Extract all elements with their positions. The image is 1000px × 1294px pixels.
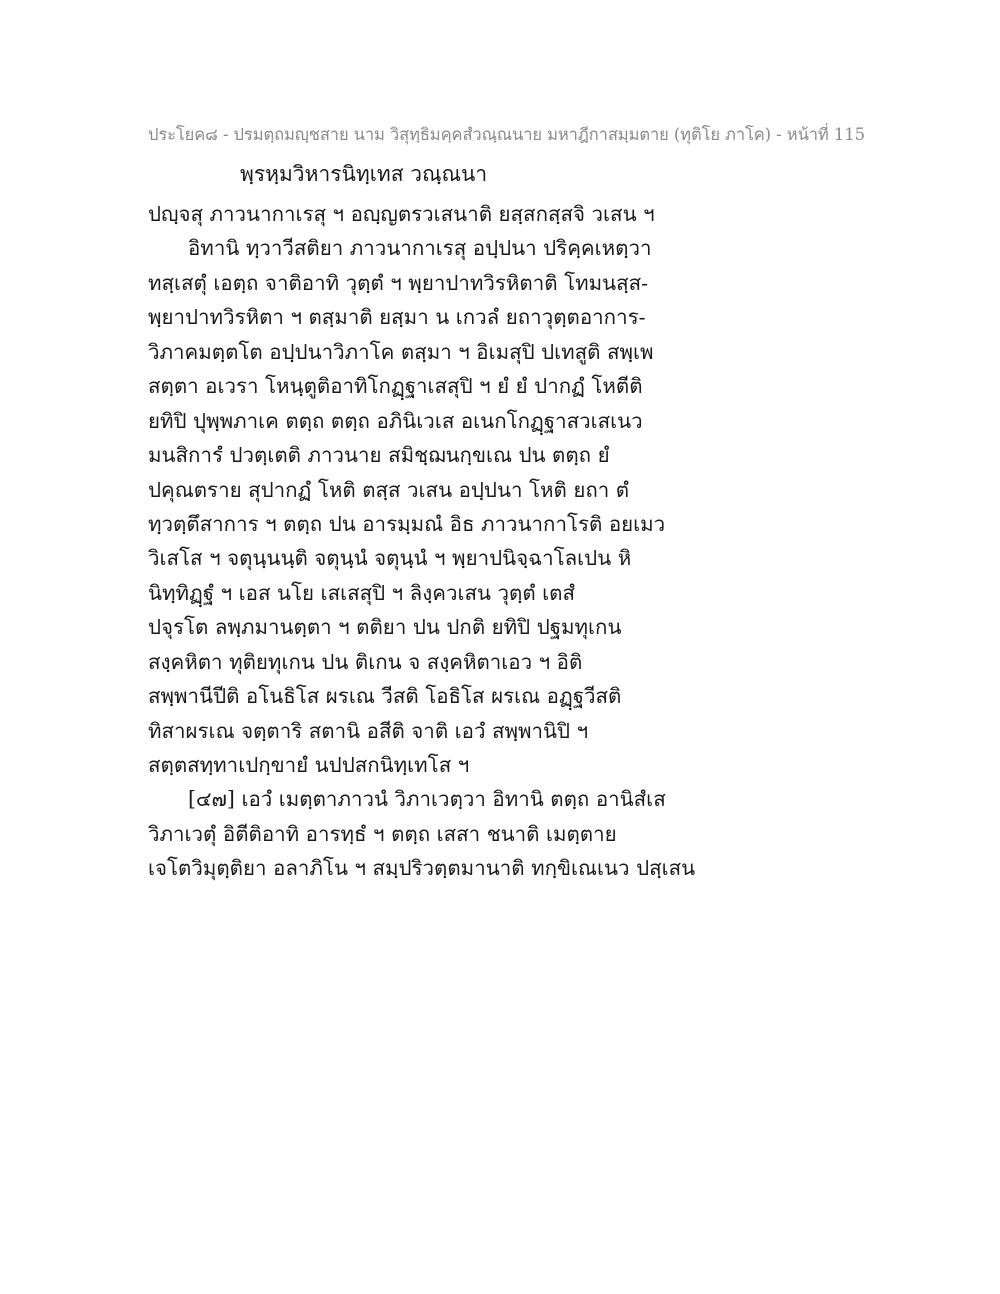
text-line: ทสฺเสตุํ เอตฺถ จาติอาทิ วุตฺตํ ฯ พฺยาปาทวิรหิตาติ โทมนสฺส- xyxy=(148,270,649,295)
running-header: ประโยค๘ - ปรมตฺถมญฺชสาย นาม วิสุทฺธิมคฺคสํวณฺณนาย มหาฎีกาสมฺมตาย (ทุติโย ภาโค) - หน้าที่ 115 xyxy=(148,125,866,144)
text-line: ปจุรโต ลพฺภมานตฺตา ฯ ตติยา ปน ปกติ ยทิปิ ปฐมทุเกน xyxy=(148,615,622,640)
text-line: นิทฺทิฏฺฐํ ฯ เอส นโย เสเสสุปิ ฯ ลิงฺควเสน วุตฺตํ เตสํ xyxy=(148,580,575,605)
text-line: วิเสโส ฯ จตุนฺนนฺติ จตุนฺนํ จตุนฺนํ ฯ พฺยาปนิจฺฉาโลเปน หิ xyxy=(148,546,632,571)
body-text xyxy=(148,197,848,886)
text-line: สตฺตสทฺทาเปกฺขายํ นปปสกนิทฺเทโส ฯ xyxy=(148,753,470,777)
text-line: [๔๗] เอวํ เมตฺตาภาวนํ วิภาเวตฺวา อิทานิ ตตฺถ อานิสํเส xyxy=(188,787,666,812)
text-line: มนสิการํ ปวตฺเตติ ภาวนาย สมิชฺฌนกฺขเณ ปน ตตฺถ ยํ xyxy=(148,443,610,468)
text-line: ทิสาผรเณ จตฺตาริ สตานิ อสีติ จาติ เอวํ สพฺพานิปิ ฯ xyxy=(148,718,589,743)
text-line: ปญฺจสุ ภาวนากาเรสุ ฯ อญฺญตรวเสนาติ ยสฺสกสฺสจิ วเสน ฯ xyxy=(148,202,655,226)
text-line: สงฺคหิตา ทุติยทุเกน ปน ติเกน จ สงฺคหิตาเอว ฯ อิติ xyxy=(148,649,583,674)
text-line: สพฺพานีปีติ อโนธิโส ผรเณ วีสติ โอธิโส ผรเณ อฏฺฐวีสติ xyxy=(148,684,622,709)
text-line: ทฺวตฺตึสาการ ฯ ตตฺถ ปน อารมฺมณํ อิธ ภาวนากาโรติ อยเมว xyxy=(148,511,666,536)
text-line: วิภาเวตุํ อิตีติอาทิ อารทฺธํ ฯ ตตฺถ เสสา ชนาติ เมตฺตาย xyxy=(148,821,617,846)
text-line: วิภาคมตฺตโต อปฺปนาวิภาโค ตสฺมา ฯ อิเมสุปิ ปเทสูติ สพฺเพ xyxy=(148,339,654,364)
text-line: ยทิปิ ปุพฺพภาเค ตตฺถ ตตฺถ อภินิเวเส อเนกโกฏฺฐาสวเสเนว xyxy=(148,408,643,433)
text-line: เจโตวิมุตฺติยา อลาภิโน ฯ สมฺปริวตฺตมานาติ ทกฺขิเณเนว ปสฺเสน xyxy=(148,856,696,881)
text-line: ปคุณตราย สุปากฏํ โหติ ตสฺส วเสน อปฺปนา โหติ ยถา ตํ xyxy=(148,477,630,502)
text-line: พฺยาปาทวิรหิตา ฯ ตสฺมาติ ยสฺมา น เกวลํ ยถาวุตฺตอาการ- xyxy=(148,305,646,330)
section-heading: พฺรหฺมวิหารนิทฺเทส วณฺณนา xyxy=(240,162,488,186)
text-line: สตฺตา อเวรา โหนฺตูติอาทิโกฏฺฐาเสสุปิ ฯ ยํ ยํ ปากฏํ โหตีติ xyxy=(148,374,643,399)
text-line: อิทานิ ทฺวาวีสติยา ภาวนากาเรสุ อปฺปนา ปริคฺคเหตฺวา xyxy=(188,236,652,261)
